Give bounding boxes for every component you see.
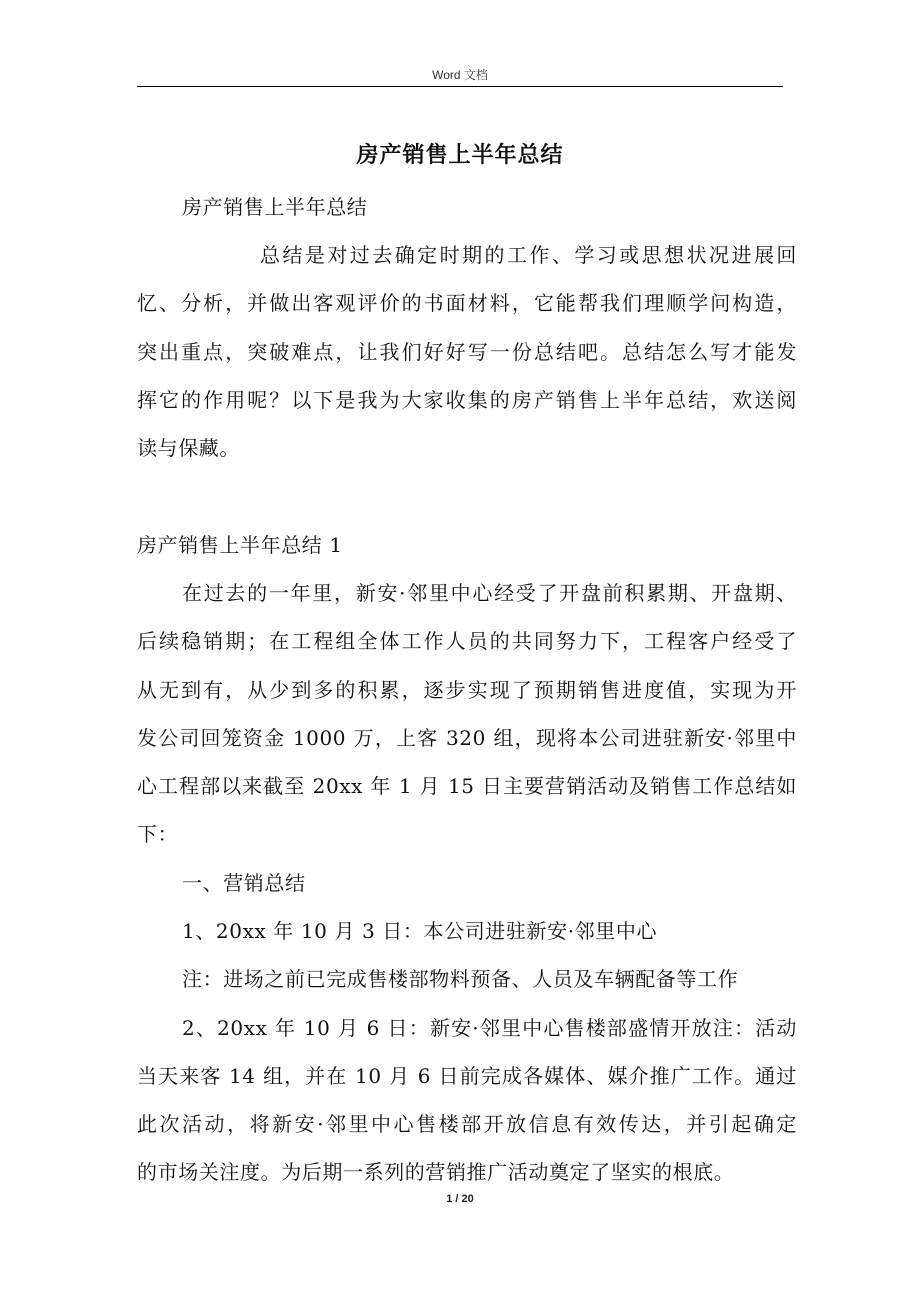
subtitle: 房产销售上半年总结 bbox=[182, 195, 368, 219]
note-line: 注：进场之前已完成售楼部物料预备、人员及车辆配备等工作 bbox=[182, 967, 739, 991]
intro-line: 忆、分析，并做出客观评价的书面材料，它能帮我们理顺学问构造， bbox=[137, 291, 797, 315]
list-item: 2、20xx 年 10 月 6 日：新安·邻里中心售楼部盛情开放注：活动 bbox=[182, 1016, 797, 1040]
list-item: 1、20xx 年 10 月 3 日：本公司进驻新安·邻里中心 bbox=[182, 919, 658, 943]
page-number: 1 / 20 bbox=[446, 1193, 474, 1205]
header-divider bbox=[137, 86, 783, 87]
paragraph-line: 后续稳销期；在工程组全体工作人员的共同努力下，工程客户经受了 bbox=[137, 629, 797, 653]
document-title: 房产销售上半年总结 bbox=[356, 142, 564, 168]
paragraph-line: 在过去的一年里，新安·邻里中心经受了开盘前积累期、开盘期、 bbox=[182, 581, 797, 605]
running-header: Word 文档 bbox=[432, 68, 488, 82]
paragraph-line: 心工程部以来截至 20xx 年 1 月 15 日主要营销活动及销售工作总结如 bbox=[137, 774, 797, 798]
intro-line: 读与保藏。 bbox=[137, 436, 240, 460]
paragraph-line: 从无到有，从少到多的积累，逐步实现了预期销售进度值，实现为开 bbox=[137, 678, 797, 702]
paragraph-line: 此次活动，将新安·邻里中心售楼部开放信息有效传达，并引起确定 bbox=[137, 1112, 797, 1136]
paragraph-line: 发公司回笼资金 1000 万，上客 320 组，现将本公司进驻新安·邻里中 bbox=[137, 726, 797, 750]
intro-line: 突出重点，突破难点，让我们好好写一份总结吧。总结怎么写才能发 bbox=[137, 340, 797, 364]
paragraph-line: 当天来客 14 组，并在 10 月 6 日前完成各媒体、媒介推广工作。通过 bbox=[137, 1064, 797, 1088]
section-heading: 房产销售上半年总结 1 bbox=[137, 533, 343, 557]
intro-line: 总结是对过去确定时期的工作、学习或思想状况进展回 bbox=[260, 243, 797, 267]
paragraph-line: 下： bbox=[137, 822, 179, 846]
intro-line: 挥它的作用呢？以下是我为大家收集的房产销售上半年总结，欢送阅 bbox=[137, 388, 797, 412]
marketing-heading: 一、营销总结 bbox=[182, 871, 306, 895]
paragraph-line: 的市场关注度。为后期一系列的营销推广活动奠定了坚实的根底。 bbox=[137, 1160, 735, 1184]
